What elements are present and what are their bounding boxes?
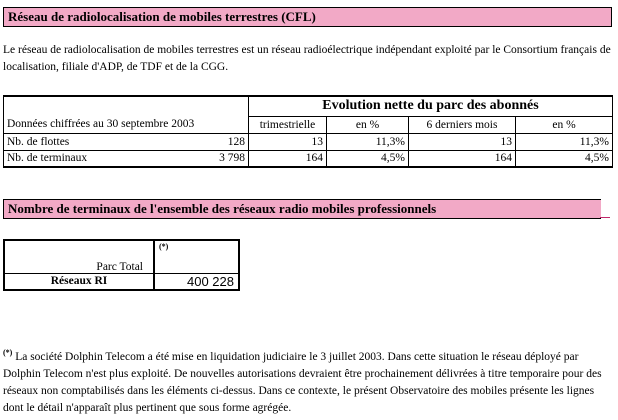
table-row — [4, 133, 613, 150]
footnote-paragraph — [3, 349, 611, 417]
row-label — [4, 133, 249, 150]
row-label-text: Nb. de terminaux — [7, 152, 88, 165]
group-header: Evolution nette du parc des abonnés — [249, 96, 613, 116]
footnote-text: La société Dolphin Telecom a été mise en liquidation judiciaire le 3 juillet 2003. Dans cette situation le réseau déployé par Dolphin Telecom n'est plus exploité. De nouvelles autorisations devraient être prochainement délivrées à titre temporaire pour des réseaux non comptabilisés dans les éléments ci-dessus. Dans ce contexte, le présent Observatoire des mobiles présente les lignes dont le détail n'apparaît plus pertinent que sous forme agrégée. — [3, 351, 602, 414]
table-row — [4, 150, 613, 167]
cell-trim-pct: 4,5% — [327, 150, 409, 167]
row-label — [4, 150, 249, 167]
cell-trim: 164 — [249, 150, 327, 167]
title-underline-tail — [600, 217, 610, 218]
empty-header-cell — [4, 96, 249, 116]
section-title-cfl: Réseau de radiolocalisation de mobiles terrestres (CFL) — [3, 7, 612, 27]
parc-total-label: Parc Total — [96, 260, 143, 273]
cell-six: 164 — [409, 150, 516, 167]
col-header-pct-2: en % — [516, 116, 613, 133]
cell-six-pct: 4,5% — [516, 150, 613, 167]
parc-total-header — [4, 240, 154, 273]
date-label: Données chiffrées au 30 septembre 2003 — [4, 116, 249, 133]
cell-six-pct: 11,3% — [516, 133, 613, 150]
table-row — [4, 273, 239, 290]
note-cell — [154, 240, 239, 273]
parc-total-table — [3, 239, 240, 291]
row-value: 3 798 — [219, 152, 245, 165]
col-header-pct-1: en % — [327, 116, 409, 133]
intro-paragraph: Le réseau de radiolocalisation de mobiles terrestres est un réseau radioélectrique indépendant exploité par le Consortium français de localisation, filiale d'ADP, de TDF et de la CGG. — [3, 44, 611, 73]
footnote-marker: (*) — [3, 348, 13, 358]
cell-trim: 13 — [249, 133, 327, 150]
col-header-6-mois: 6 derniers mois — [409, 116, 516, 133]
note-marker: (*) — [159, 242, 169, 252]
row-value: 128 — [227, 135, 245, 148]
section-title-terminaux: Nombre de terminaux de l'ensemble des réseaux radio mobiles professionnels — [3, 199, 601, 219]
subscriber-stats-table — [3, 95, 613, 168]
row-label-text: Nb. de flottes — [7, 135, 70, 148]
cell-six: 13 — [409, 133, 516, 150]
row-label: Réseaux RI — [4, 273, 154, 290]
col-header-trimestrielle: trimestrielle — [249, 116, 327, 133]
cell-trim-pct: 11,3% — [327, 133, 409, 150]
row-value: 400 228 — [154, 273, 239, 290]
